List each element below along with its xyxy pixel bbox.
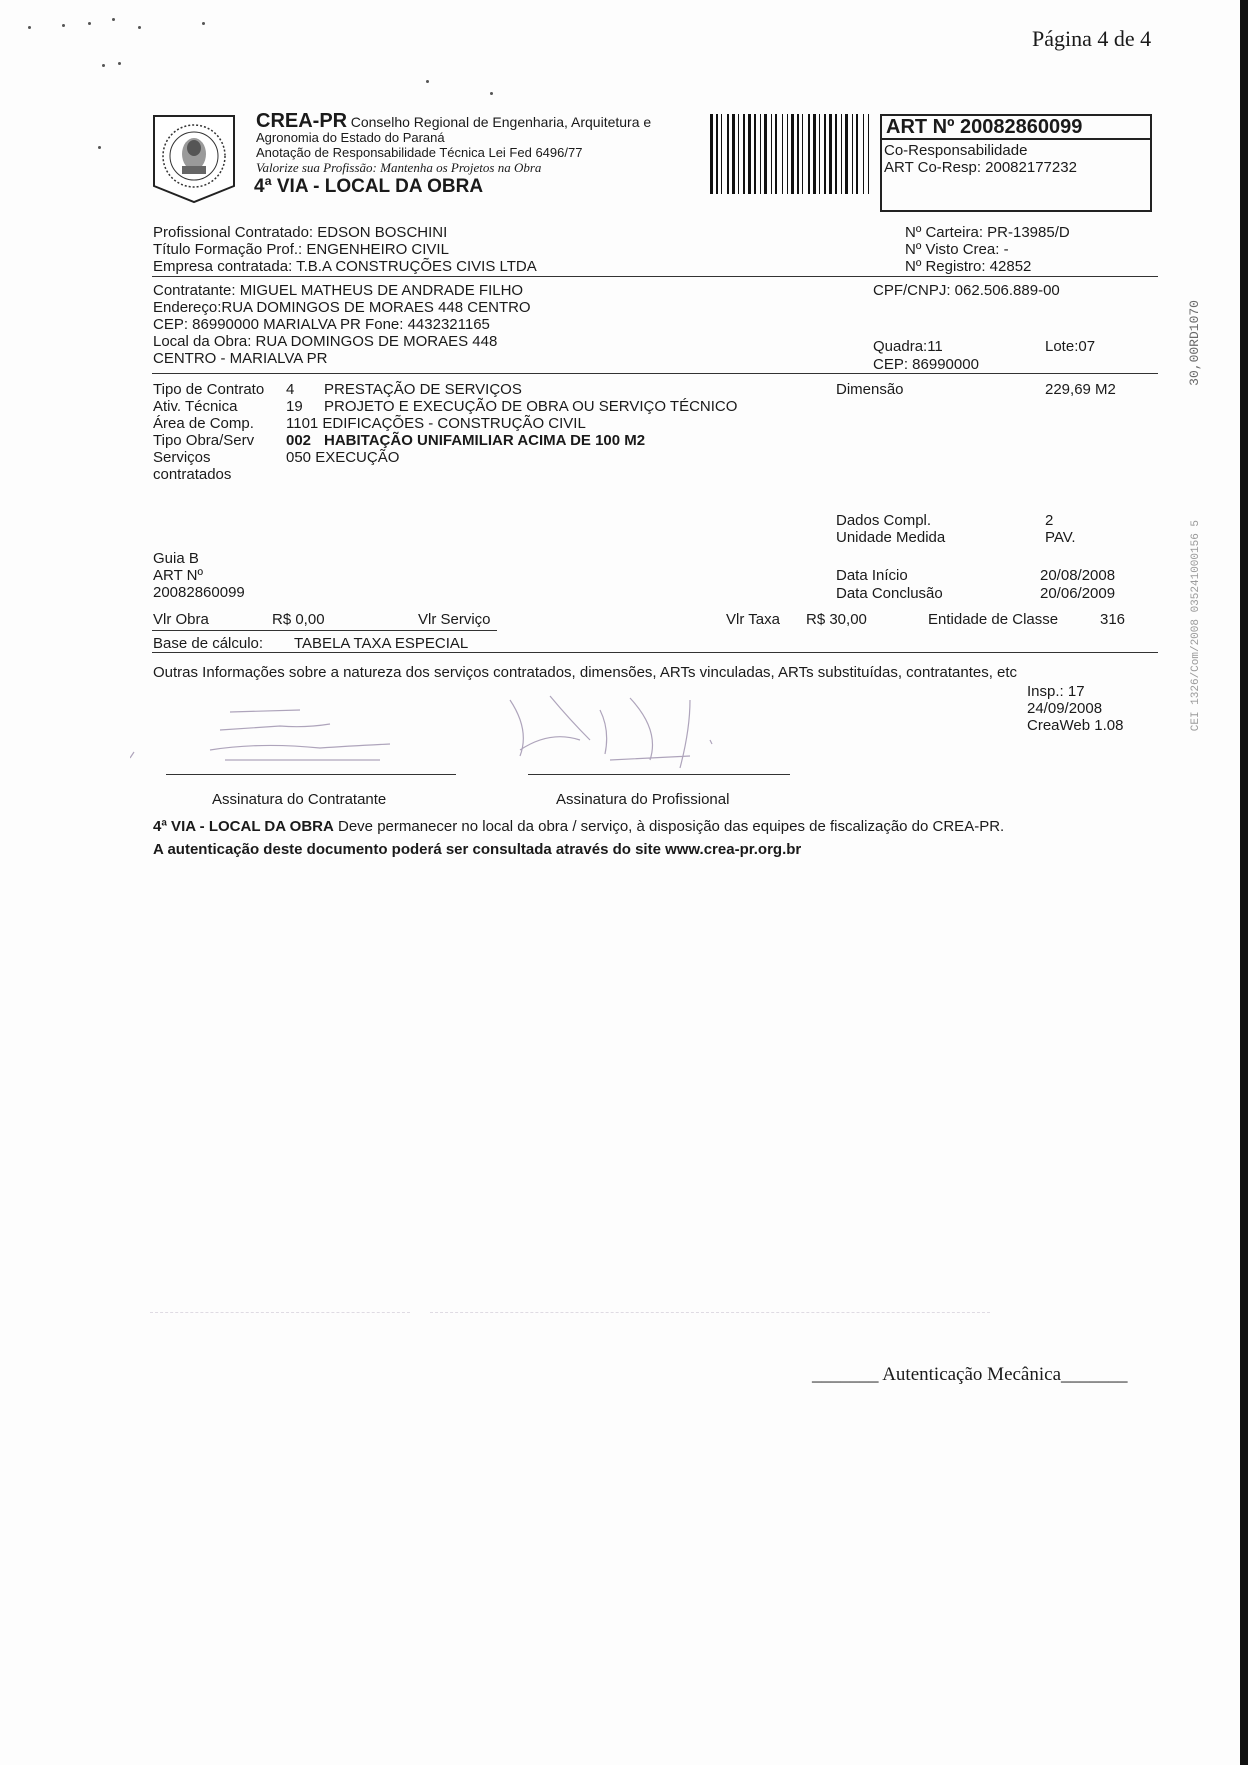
scan-speck (102, 64, 105, 67)
guia-art (153, 550, 245, 601)
tipo-contrato-code: 4 (286, 381, 295, 398)
divider (152, 373, 1158, 374)
scan-artifact-line (430, 1312, 990, 1313)
footer-via-bold: 4ª VIA - LOCAL DA OBRA (153, 818, 334, 835)
registro-number: Nº Registro: 42852 (905, 258, 1032, 275)
vlr-taxa-value: R$ 30,00 (806, 611, 867, 628)
art-co-resp: ART Co-Resp: 20082177232 (884, 159, 1077, 176)
org-line-3: Anotação de Responsabilidade Técnica Lei Fed 6496/77 (256, 145, 583, 160)
art-value: 20082860099 (153, 584, 245, 601)
divider (152, 652, 1158, 653)
data-inicio-value: 20/08/2008 (1040, 567, 1116, 584)
scan-speck (118, 62, 121, 65)
inspection-date: 24/09/2008 (1027, 700, 1103, 717)
entidade-classe-value: 316 (1100, 611, 1126, 628)
tipo-obra-value: HABITAÇÃO UNIFAMILIAR ACIMA DE 100 M2 (324, 432, 646, 449)
vlr-obra-label: Vlr Obra (153, 611, 209, 628)
contractor-cep-phone: CEP: 86990000 MARIALVA PR Fone: 4432321165 (153, 316, 490, 333)
divider (152, 276, 1158, 277)
contractor-name: Contratante: MIGUEL MATHEUS DE ANDRADE FILHO (153, 282, 524, 299)
vlr-obra-value: R$ 0,00 (272, 611, 325, 628)
art-number-box (880, 114, 1152, 212)
mechanical-authentication: _______ Autenticação Mecânica_______ (812, 1364, 1128, 1385)
scan-speck (88, 22, 91, 25)
motto: Valorize sua Profissão: Mantenha os Projetos na Obra (256, 160, 542, 175)
servicos-value: 050 EXECUÇÃO (286, 449, 400, 466)
signature-profissional-label: Assinatura do Profissional (556, 791, 730, 808)
tipo-contrato-label: Tipo de Contrato (153, 381, 265, 398)
unidade-medida-value: PAV. (1045, 529, 1076, 546)
scan-speck (490, 92, 493, 95)
margin-stamp-2: CEI 1326/Com/2008 035241000156 5 (1190, 520, 1202, 732)
site-address: Local da Obra: RUA DOMINGOS DE MORAES 448 (153, 333, 498, 350)
lote: Lote:07 (1045, 338, 1096, 355)
unidade-medida-label: Unidade Medida (836, 529, 946, 546)
co-responsabilidade: Co-Responsabilidade (884, 142, 1028, 159)
base-calculo-label: Base de cálculo: (153, 635, 264, 652)
other-info: Outras Informações sobre a natureza dos serviços contratados, dimensões, ARTs vinculadas, ARTs substituídas, contratantes, etc (153, 664, 1018, 681)
site-cep: CEP: 86990000 (873, 356, 979, 373)
scan-speck (202, 22, 205, 25)
scan-speck (138, 26, 141, 29)
signature-contratante-label: Assinatura do Contratante (212, 791, 387, 808)
page-number: Página 4 de 4 (1032, 26, 1152, 51)
margin-stamp-1: 30,00RD1070 (1187, 300, 1202, 386)
vlr-taxa-label: Vlr Taxa (726, 611, 780, 628)
org-line-2: Agronomia do Estado do Paraná (256, 130, 445, 145)
footer-via-note (153, 818, 1004, 835)
scan-speck (98, 146, 101, 149)
contract-values (286, 381, 737, 466)
data-inicio-label: Data Início (836, 567, 908, 584)
data-conclusao-value: 20/06/2009 (1040, 585, 1116, 602)
scan-edge (1240, 0, 1248, 1765)
dimensao-value: 229,69 M2 (1045, 381, 1116, 398)
contractor-address: Endereço:RUA DOMINGOS DE MORAES 448 CENTRO (153, 299, 531, 316)
org-line-1: Conselho Regional de Engenharia, Arquitetura e (350, 114, 652, 130)
via-title: 4ª VIA - LOCAL DA OBRA (254, 176, 484, 197)
ativ-tecnica-value: PROJETO E EXECUÇÃO DE OBRA OU SERVIÇO TÉCNICO (324, 398, 738, 415)
carteira-number: Nº Carteira: PR-13985/D (905, 224, 1070, 241)
handwritten-signature (130, 690, 830, 790)
org-short-name: CREA-PR (256, 110, 348, 132)
contract-labels (153, 381, 264, 483)
servicos-label: Serviços (153, 449, 211, 466)
entidade-classe-label: Entidade de Classe (928, 611, 1059, 628)
footer-via-text: Deve permanecer no local da obra / serviço, à disposição das equipes de fiscalização do CREA-PR. (333, 818, 1005, 835)
divider (152, 630, 497, 631)
area-comp-value: 1101 EDIFICAÇÕES - CONSTRUÇÃO CIVIL (286, 415, 586, 432)
quadra: Quadra:11 (873, 338, 943, 355)
base-calculo-value: TABELA TAXA ESPECIAL (294, 635, 469, 652)
footer-auth-note: A autenticação deste documento poderá ser consultada através do site www.crea-pr.org.br (153, 841, 802, 858)
tipo-obra-code: 002 (286, 432, 312, 449)
contractor-info (153, 282, 531, 367)
ativ-tecnica-code: 19 (286, 398, 303, 415)
contractor-cpf: CPF/CNPJ: 062.506.889-00 (873, 282, 1060, 299)
guia-label: Guia B (153, 550, 199, 567)
visto-crea: Nº Visto Crea: - (905, 241, 1009, 258)
professional-title: Título Formação Prof.: ENGENHEIRO CIVIL (153, 241, 449, 258)
inspection-number: Insp.: 17 (1027, 683, 1085, 700)
scan-speck (426, 80, 429, 83)
signature-line-profissional (528, 774, 790, 775)
crea-web-version: CreaWeb 1.08 (1027, 717, 1124, 734)
contratados-label: contratados (153, 466, 232, 483)
dimensao-label: Dimensão (836, 381, 904, 398)
dados-compl-label: Dados Compl. (836, 512, 932, 529)
scan-speck (62, 24, 65, 27)
dados-compl-value: 2 (1045, 512, 1054, 529)
professional-registration (905, 224, 1070, 275)
vlr-servico-label: Vlr Serviço (418, 611, 491, 628)
signature-line-contratante (166, 774, 456, 775)
barcode (708, 114, 876, 194)
scan-speck (112, 18, 115, 21)
inspection-info (1027, 683, 1123, 734)
contracted-company: Empresa contratada: T.B.A CONSTRUÇÕES CIVIS LTDA (153, 258, 537, 275)
area-comp-label: Área de Comp. (153, 415, 254, 432)
art-label: ART Nº (153, 567, 203, 584)
data-conclusao-label: Data Conclusão (836, 585, 943, 602)
header-org (254, 110, 652, 199)
scan-artifact-line (150, 1312, 410, 1313)
site-city: CENTRO - MARIALVA PR (153, 350, 328, 367)
ativ-tecnica-label: Ativ. Técnica (153, 398, 238, 415)
art-number: ART Nº 20082860099 (882, 116, 1150, 140)
scan-speck (28, 26, 31, 29)
tipo-contrato-value: PRESTAÇÃO DE SERVIÇOS (324, 381, 522, 398)
professional-info (153, 224, 537, 275)
tipo-obra-label: Tipo Obra/Serv (153, 432, 255, 449)
crea-seal-logo (152, 114, 236, 204)
professional-contracted: Profissional Contratado: EDSON BOSCHINI (153, 224, 448, 241)
